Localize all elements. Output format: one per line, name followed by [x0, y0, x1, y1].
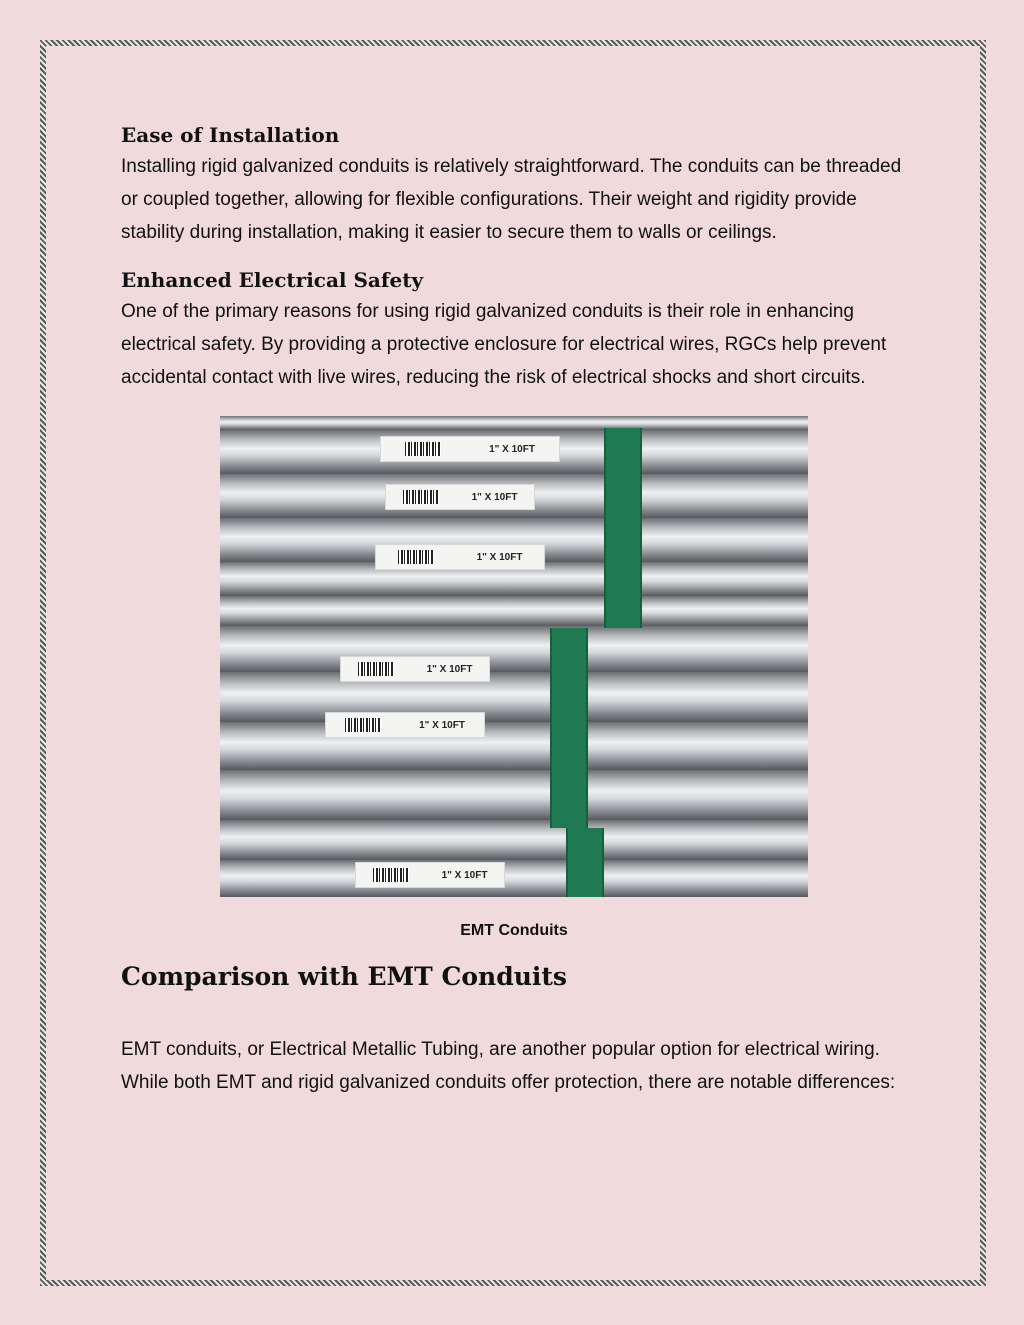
comparison-paragraph: EMT conduits, or Electrical Metallic Tubing, are another popular option for electrical wiring. While both EMT and rigid galvanized conduits offer protection, there are notable differences:: [121, 1039, 896, 1093]
conduits-photo: [220, 416, 808, 897]
conduit-label: 1" X 10FT: [355, 862, 505, 888]
comparison-heading: Comparison with EMT Conduits: [121, 962, 568, 991]
section-paragraph-safety: One of the primary reasons for using rigid galvanized conduits is their role in enhancing electrical safety. By providing a protective enclosure for electrical wires, RGCs help prevent accidental contact with live wires, reducing the risk of electrical shocks and short circuits.: [121, 301, 887, 388]
section-heading-safety: Enhanced Electrical Safety: [121, 268, 424, 292]
figure-caption: EMT Conduits: [460, 922, 568, 939]
conduit-label: 1" X 10FT: [340, 656, 490, 682]
conduit-label: 1" X 10FT: [385, 484, 535, 510]
conduit-label: 1" X 10FT: [375, 544, 545, 570]
page-content: [121, 120, 911, 1099]
section-heading-installation: Ease of Installation: [121, 123, 340, 147]
section-paragraph-installation: Installing rigid galvanized conduits is relatively straightforward. The conduits can be threaded or coupled together, allowing for flexible configurations. Their weight and rigidity provide stability during installation, making it easier to secure them to walls or ceilings.: [121, 156, 902, 243]
green-strap: [550, 628, 588, 828]
green-strap: [566, 828, 604, 897]
green-strap: [604, 428, 642, 628]
conduit-label: 1" X 10FT: [325, 712, 485, 738]
conduit-label: 1" X 10FT: [380, 436, 560, 462]
